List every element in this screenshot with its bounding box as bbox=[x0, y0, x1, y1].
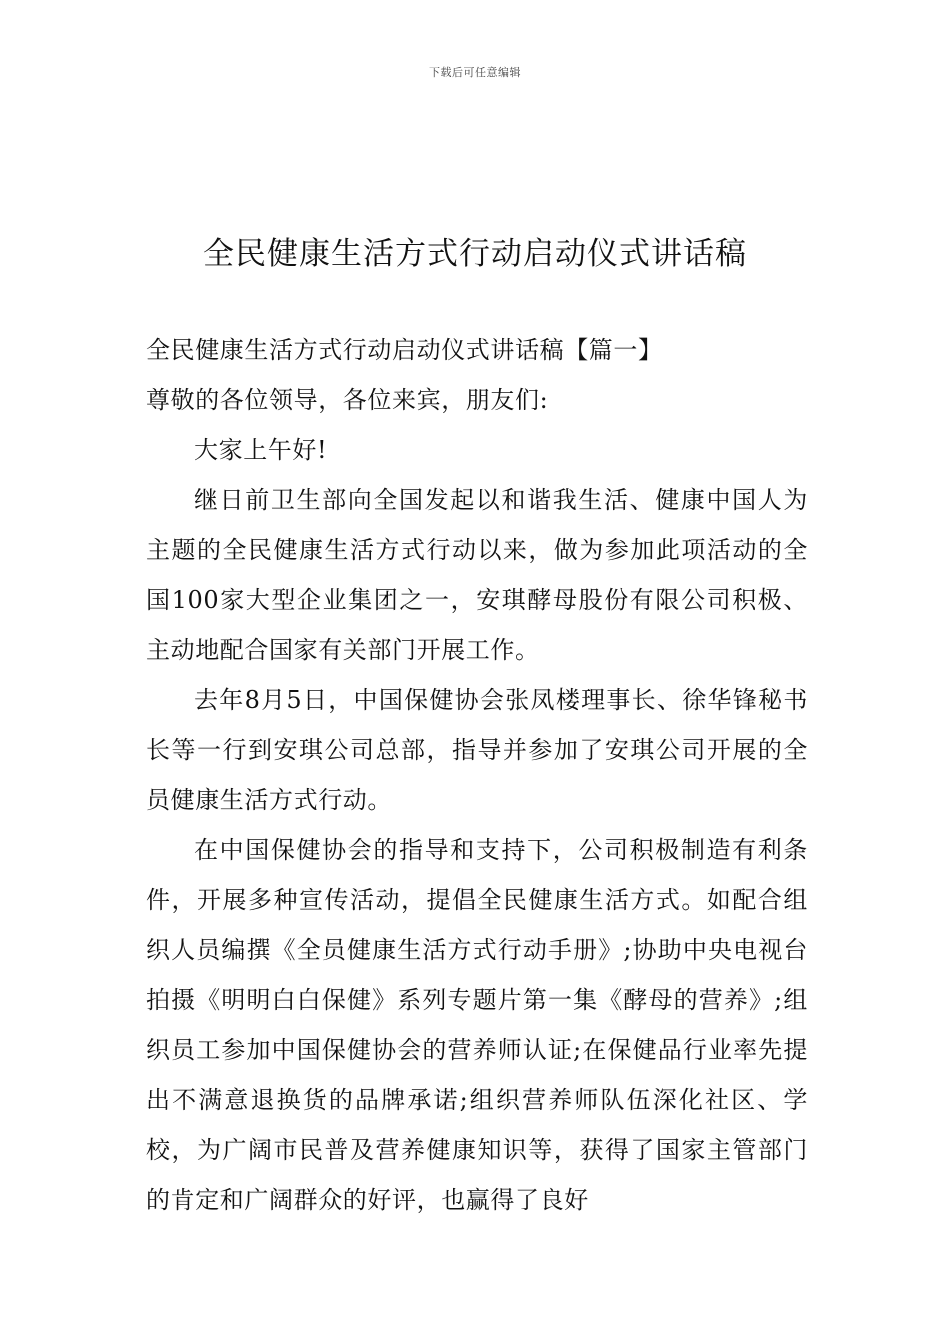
paragraph: 继日前卫生部向全国发起以和谐我生活、健康中国人为主题的全民健康生活方式行动以来，做为参加此项活动的全国100家大型企业集团之一，安琪酵母股份有限公司积极、主动地配合国家有关部门开展工作。 bbox=[146, 486, 808, 664]
document-subtitle: 全民健康生活方式行动启动仪式讲话稿【篇一】 bbox=[146, 336, 663, 364]
salutation: 尊敬的各位领导，各位来宾，朋友们: bbox=[146, 386, 549, 414]
document-title: 全民健康生活方式行动启动仪式讲话稿 bbox=[203, 236, 747, 272]
greeting: 大家上午好! bbox=[194, 436, 328, 464]
document-body bbox=[146, 325, 808, 1225]
paragraph: 在中国保健协会的指导和支持下，公司积极制造有利条件，开展多种宣传活动，提倡全民健康生活方式。如配合组织人员编撰《全员健康生活方式行动手册》;协助中央电视台拍摄《明明白白保健》系列专题片第一集《酵母的营养》;组织员工参加中国保健协会的营养师认证;在保健品行业率先提出不满意退换货的品牌承诺;组织营养师队伍深化社区、学校，为广阔市民普及营养健康知识等，获得了国家主管部门的肯定和广阔群众的好评，也赢得了良好 bbox=[146, 836, 808, 1214]
header-note: 下载后可任意编辑 bbox=[429, 66, 521, 79]
paragraph: 去年8月5日，中国保健协会张凤楼理事长、徐华锋秘书长等一行到安琪公司总部，指导并参加了安琪公司开展的全员健康生活方式行动。 bbox=[146, 686, 808, 814]
